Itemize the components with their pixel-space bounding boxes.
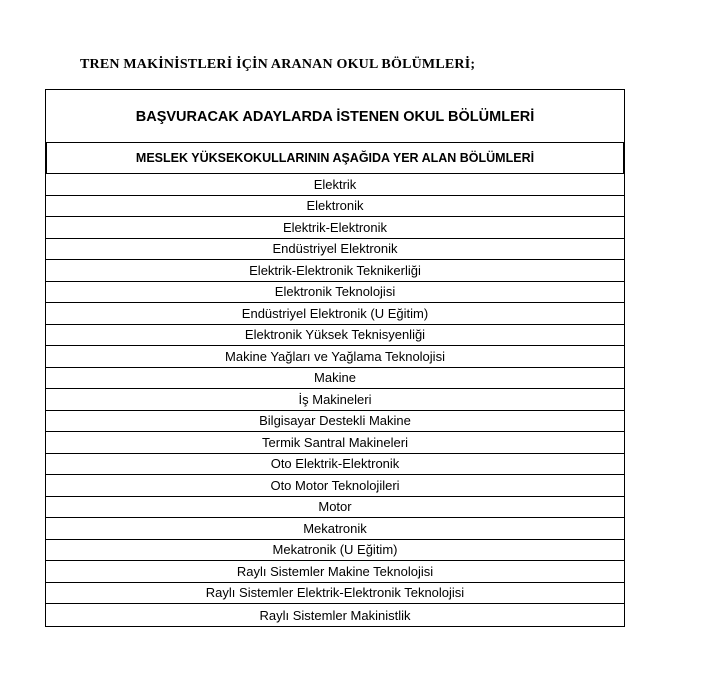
table-row: Elektrik-Elektronik [46, 217, 624, 239]
table-row: Elektrik-Elektronik Teknikerliği [46, 260, 624, 282]
table-row: Termik Santral Makineleri [46, 432, 624, 454]
table-row: Mekatronik (U Eğitim) [46, 540, 624, 562]
table-row: Elektronik Yüksek Teknisyenliği [46, 325, 624, 347]
table-row: Elektrik [46, 174, 624, 196]
table-row: Raylı Sistemler Makinistlik [259, 607, 411, 623]
table-row: Endüstriyel Elektronik (U Eğitim) [46, 303, 624, 325]
table-row: Raylı Sistemler Makine Teknolojisi [46, 561, 624, 583]
table-row: Oto Motor Teknolojileri [46, 475, 624, 497]
section-header: MESLEK YÜKSEKOKULLARININ AŞAĞIDA YER ALAN BÖLÜMLERİ [46, 142, 624, 174]
table-row: Motor [46, 497, 624, 519]
table-row: Oto Elektrik-Elektronik [46, 454, 624, 476]
table-row: Makine Yağları ve Yağlama Teknolojisi [46, 346, 624, 368]
departments-table [45, 89, 625, 627]
table-title: BAŞVURACAK ADAYLARDA İSTENEN OKUL BÖLÜMLERİ [46, 90, 624, 143]
table-row: Elektronik [46, 196, 624, 218]
table-row: Raylı Sistemler Elektrik-Elektronik Teknolojisi [46, 583, 624, 605]
table-row: İş Makineleri [46, 389, 624, 411]
table-row: Elektronik Teknolojisi [46, 282, 624, 304]
table-row: Endüstriyel Elektronik [46, 239, 624, 261]
table-row: Makine [46, 368, 624, 390]
table-row: Bilgisayar Destekli Makine [46, 411, 624, 433]
document-heading: TREN MAKİNİSTLERİ İÇİN ARANAN OKUL BÖLÜMLERİ; [80, 57, 476, 72]
table-row: Mekatronik [46, 518, 624, 540]
